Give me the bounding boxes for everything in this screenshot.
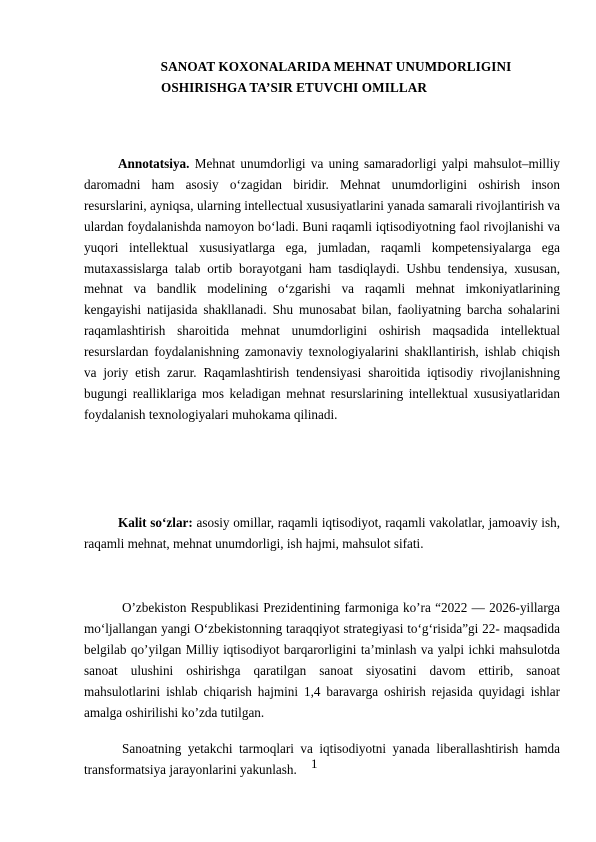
body-paragraph-1-text: Oʼzbekiston Respublikasi Prezidentining farmoniga koʼra “2022 — 2026-yillarga moʻljallangan yangi Oʻzbekistonning taraqqiyot strategiyasi toʻgʻrisida”gi 22- maqsadida belgilab qoʼyilgan Milliy iqtisodiyot barqarorligini taʼminlash va yalpi ichki mahsulotda sanoat ulushini oshirishga qaratilgan sanoat siyosatini davom ettirib, sanoat mahsulotlarini ishlab chiqarish hajmini 1,4 baravarga oshirish rejasida quyidagi ishlar amalga oshirilishi koʼzda tutilgan. [84, 600, 560, 720]
body-paragraph-1 [84, 598, 560, 723]
keywords-label: Kalit soʻzlar: [118, 515, 193, 530]
keywords-paragraph [84, 513, 560, 555]
annotation-paragraph [84, 154, 560, 426]
keywords-text: asosiy omillar, raqamli iqtisodiyot, raqamli vakolatlar, jamoaviy ish, raqamli mehnat, mehnat unumdorligi, ish hajmi, mahsulot sifati. [84, 515, 560, 551]
page-number: 1 [311, 756, 318, 771]
body-paragraph-2-text: Sanoatning yetakchi tarmoqlari va iqtisodiyotni yanada liberallashtirish hamda transformatsiya jarayonlarini yakunlash. [84, 741, 560, 777]
annotation-text: Mehnat unumdorligi va uning samaradorligi yalpi mahsulot–milliy daromadni ham asosiy oʻzagidan biridir. Mehnat unumdorligini oshirish inson resurslarini, ayniqsa, ularning intellectual xususiyatlarini yanada samarali rivojlantirish va ulardan foydalanishda namoyon boʻladi. Buni raqamli iqtisodiyotning faol rivojlanishi va yuqori intellektual xususiyatlarga ega, jumladan, raqamli kompetensiyalarga ega mutaxassislarga talab ortib borayotgani ham tasdiqlaydi. Ushbu tendensiya, xususan, mehnat va bandlik modelining oʻzgarishi va raqamli mehnat imkoniyatlarining kengayishi natijasida shakllanadi. Shu munosabat bilan, faoliyatning barcha sohalarini raqamlashtirish sharoitida mehnat unumdorligini oshirish maqsadida intellektual resurslardan foydalanishning zamonaviy texnologiyalarini shakllantirish, ishlab chiqish va joriy etish zarur. Raqamlashtirish tendensiyasi sharoitida iqtisodiy rivojlanishning bugungi realliklariga mos keladigan mehnat resurslarining intellektual xususiyatlaridan foydalanish texnologiyalari muhokama qilinadi. [84, 156, 560, 422]
title-line-1: SANOAT KOXONALARIDA MEHNAT UNUMDORLIGINI [160, 59, 512, 74]
title-line-2: OSHIRISHGA TA’SIR ETUVCHI OMILLAR [160, 80, 427, 95]
body-paragraph-2 [84, 739, 560, 781]
annotation-label: Annotatsiya. [118, 156, 190, 171]
